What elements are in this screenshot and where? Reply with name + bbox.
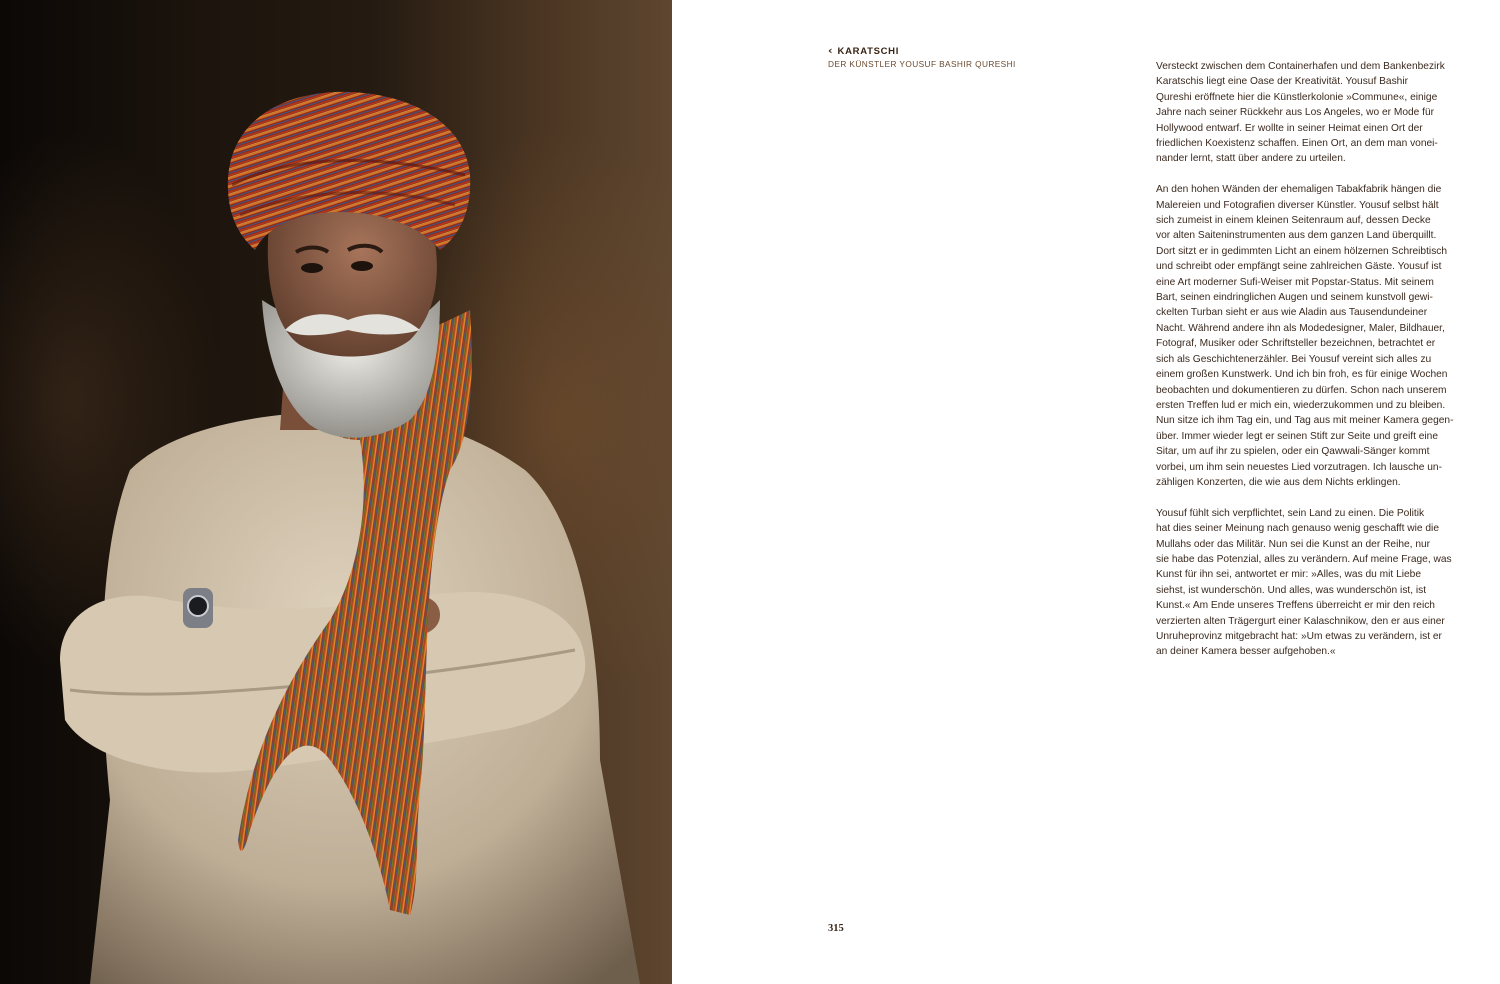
text-line: Bart, seinen eindringlichen Augen und seinem kunstvoll gewi- xyxy=(1156,292,1433,304)
text-line: Nacht. Während andere ihn als Modedesigner, Maler, Bildhauer, xyxy=(1156,322,1445,334)
text-line: Qureshi eröffnete hier die Künstlerkolonie »Commune«, einige xyxy=(1156,91,1438,103)
text-line: Hollywood entwarf. Er wollte in seiner Heimat einen Ort der xyxy=(1156,122,1423,134)
text-line: An den hohen Wänden der ehemaligen Tabakfabrik hängen die xyxy=(1156,184,1442,196)
text-line: Yousuf fühlt sich verpflichtet, sein Land zu einen. Die Politik xyxy=(1156,507,1425,519)
text-line: eine Art moderner Sufi-Weiser mit Popstar-Status. Mit seinem xyxy=(1156,276,1434,288)
text-line: sich zumeist in einem kleinen Seitenraum auf, dessen Decke xyxy=(1156,215,1431,227)
text-line: Jahre nach seiner Rückkehr aus Los Angeles, wo er Mode für xyxy=(1156,107,1435,119)
article-body xyxy=(1156,59,1461,675)
text-line: vor alten Saiteninstrumenten aus dem ganzen Land überquillt. xyxy=(1156,230,1437,242)
text-line: hat dies seiner Meinung nach genauso wenig geschafft wie die xyxy=(1156,523,1439,535)
text-line: und schreibt oder empfängt seine zahlreichen Gäste. Yousuf ist xyxy=(1156,261,1442,273)
text-line: Mullahs oder das Militär. Nun sei die Kunst an der Reihe, nur xyxy=(1156,538,1431,550)
text-line: ckelten Turban sieht er aus wie Aladin aus Tausendundeiner xyxy=(1156,307,1428,319)
section-title: KARATSCHI xyxy=(837,45,900,57)
text-line: vorbei, um ihm sein neuestes Lied vorzutragen. Ich lausche un- xyxy=(1156,461,1442,473)
text-line: einem großen Kunstwerk. Und ich bin froh, es für einige Wochen xyxy=(1156,369,1448,381)
text-line: friedlichen Koexistenz schaffen. Einen Ort, an dem man vonei- xyxy=(1156,138,1438,150)
text-line: Unruheprovinz mitgebracht hat: »Um etwas zu verändern, ist er xyxy=(1156,631,1442,642)
text-line: an deiner Kamera besser aufgehoben.« xyxy=(1156,646,1336,658)
text-line: verzierten alten Trägergurt einer Kalaschnikow, den er aus einer xyxy=(1156,615,1445,627)
chapter-header xyxy=(828,44,1016,69)
text-line: Kunst.« Am Ende unseres Treffens überreicht er mir den reich xyxy=(1156,600,1435,612)
text-line: sich als Geschichtenerzähler. Bei Yousuf vereint sich alles zu xyxy=(1156,353,1432,365)
section-link[interactable] xyxy=(828,44,1016,58)
text-line: zähligen Konzerten, die wie aus dem Nichts erklingen. xyxy=(1156,476,1401,488)
text-line: Fotograf, Musiker oder Schriftsteller bezeichnen, betrachtet er xyxy=(1156,338,1436,350)
body-paragraph xyxy=(1156,59,1461,167)
text-line: Versteckt zwischen dem Containerhafen und dem Bankenbezirk xyxy=(1156,61,1445,72)
chapter-subtitle: DER KÜNSTLER YOUSUF BASHIR QURESHI xyxy=(828,59,1016,69)
page-number: 315 xyxy=(828,923,844,934)
text-line: Sitar, um auf ihr zu spielen, oder ein Qawwali-Sänger kommt xyxy=(1156,446,1430,458)
text-line: Malereien und Fotografien diverser Künstler. Yousuf selbst hält xyxy=(1156,199,1439,211)
text-line: ersten Treffen lud er mich ein, wiederzukommen und zu bleiben. xyxy=(1156,399,1446,411)
chevron-left-icon: ‹ xyxy=(828,44,833,57)
text-line: beobachten und dokumentieren zu dürfen. Schon nach unserem xyxy=(1156,384,1447,396)
text-line: nander lernt, statt über andere zu urteilen. xyxy=(1156,153,1346,165)
body-paragraph xyxy=(1156,506,1461,660)
portrait-photo xyxy=(0,0,672,984)
text-line: über. Immer wieder legt er seinen Stift zur Seite und greift eine xyxy=(1156,430,1438,442)
text-page xyxy=(672,0,1500,984)
body-paragraph xyxy=(1156,182,1461,490)
text-line: sie habe das Potenzial, alles zu verändern. Auf meine Frage, was xyxy=(1156,553,1452,565)
text-line: Kunst für ihn sei, antwortet er mir: »Alles, was du mit Liebe xyxy=(1156,569,1421,581)
text-line: siehst, ist wunderschön. Und alles, was wunderschön ist, ist xyxy=(1156,584,1427,596)
text-line: Karatschis liegt eine Oase der Kreativität. Yousuf Bashir xyxy=(1156,76,1408,88)
portrait-illustration xyxy=(0,0,672,984)
text-line: Nun sitze ich ihm Tag ein, und Tag aus mit meiner Kamera gegen- xyxy=(1156,415,1454,427)
text-line: Dort sitzt er in gedimmten Licht an einem hölzernen Schreibtisch xyxy=(1156,245,1448,257)
